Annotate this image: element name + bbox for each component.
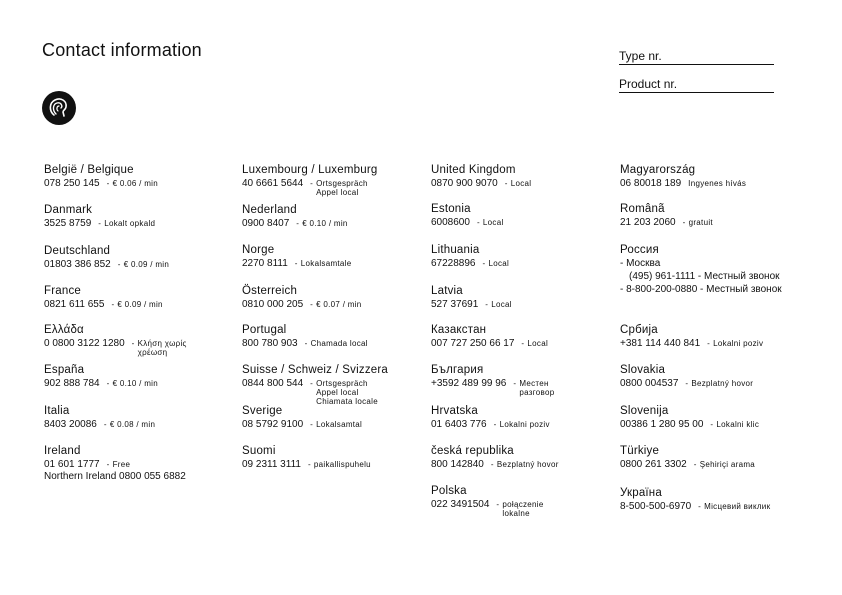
contact-entry xyxy=(620,164,805,190)
call-rate-note xyxy=(310,419,362,429)
separator-dash: - xyxy=(698,502,702,511)
separator-dash: - xyxy=(710,420,714,429)
phone-number: 40 6661 5644 xyxy=(242,178,304,189)
call-rate-note xyxy=(685,378,753,388)
call-rate-note xyxy=(310,178,368,197)
call-rate-note xyxy=(505,178,532,188)
country-name: Nederland xyxy=(242,204,297,216)
separator-dash: - xyxy=(296,219,300,228)
contact-entry xyxy=(44,285,229,311)
country-name: Україна xyxy=(620,487,662,499)
phone-line xyxy=(242,459,427,471)
call-rate-note xyxy=(308,459,371,469)
country-name: Magyarország xyxy=(620,164,696,176)
phone-number: 3525 8759 xyxy=(44,218,92,229)
contact-entry xyxy=(620,364,805,390)
phone-number: 0900 8407 xyxy=(242,218,290,229)
contact-entry xyxy=(431,445,616,471)
phone-line xyxy=(620,217,805,229)
call-rate-note xyxy=(494,419,550,429)
country-name: España xyxy=(44,364,85,376)
call-rate-text: Local xyxy=(488,259,510,268)
separator-dash: - xyxy=(521,339,525,348)
call-rate-note xyxy=(491,459,559,469)
phone-line xyxy=(44,259,229,271)
country-name: Portugal xyxy=(242,324,287,336)
country-name: Luxembourg / Luxemburg xyxy=(242,164,378,176)
phone-line xyxy=(44,178,229,190)
call-rate-note xyxy=(305,338,368,348)
contact-entry xyxy=(620,244,805,296)
phone-line: - Москва xyxy=(620,258,661,269)
call-rate-text: € 0.09 / min xyxy=(117,300,163,309)
separator-dash: - xyxy=(294,259,298,268)
call-rate-note xyxy=(107,178,158,188)
call-rate-text: Κλήση χωρίς χρέωση xyxy=(137,339,187,357)
separator-dash: - xyxy=(693,460,697,469)
country-name: Suomi xyxy=(242,445,276,457)
phone-line xyxy=(44,338,229,357)
phone-number: 09 2311 3111 xyxy=(242,459,301,470)
call-rate-text: Bezplatný hovor xyxy=(496,460,559,469)
country-name: Россия xyxy=(620,244,659,256)
call-rate-note xyxy=(296,218,347,228)
call-rate-note xyxy=(310,378,378,406)
call-rate-note xyxy=(688,178,746,188)
call-rate-note xyxy=(111,299,162,309)
country-name: България xyxy=(431,364,484,376)
product-number-field[interactable] xyxy=(619,72,774,93)
call-rate-note xyxy=(295,258,352,268)
phone-line xyxy=(242,258,427,270)
phone-number: +3592 489 99 96 xyxy=(431,378,507,389)
separator-dash: - xyxy=(496,500,500,509)
call-rate-text: € 0.06 / min xyxy=(112,179,158,188)
phone-number: 01 601 1777 xyxy=(44,459,100,470)
separator-dash: - xyxy=(304,339,308,348)
contact-entry xyxy=(620,203,805,229)
call-rate-text: € 0.10 / min xyxy=(112,379,158,388)
phone-line xyxy=(242,299,427,311)
contact-entry xyxy=(242,405,427,431)
country-name: Italia xyxy=(44,405,70,417)
phone-line xyxy=(431,419,616,431)
contact-entry xyxy=(44,324,229,357)
call-rate-text: Местен разговор xyxy=(519,379,555,397)
contact-entry xyxy=(431,285,616,311)
phone-number: 007 727 250 66 17 xyxy=(431,338,515,349)
separator-dash: - xyxy=(106,379,110,388)
call-rate-text: € 0.07 / min xyxy=(316,300,362,309)
phone-line xyxy=(242,419,427,431)
phone-number: 0821 611 655 xyxy=(44,299,105,310)
phone-number: 8-500-500-6970 xyxy=(620,501,692,512)
separator-dash: - xyxy=(310,300,314,309)
call-rate-text: Місцевий виклик xyxy=(704,502,771,511)
type-number-label: Type nr. xyxy=(619,49,662,63)
phone-line xyxy=(44,378,229,390)
phone-line xyxy=(431,338,616,350)
call-rate-note xyxy=(310,299,361,309)
call-rate-text: Free xyxy=(112,460,131,469)
phone-number: 6008600 xyxy=(431,217,470,228)
phone-number: 902 888 784 xyxy=(44,378,100,389)
extra-contact: Northern Ireland 0800 055 6882 xyxy=(44,471,186,482)
country-name: Ελλάδα xyxy=(44,324,84,336)
philips-help-icon xyxy=(42,91,76,125)
type-number-field[interactable] xyxy=(619,44,774,65)
phone-line xyxy=(431,178,616,190)
call-rate-text: Chamada local xyxy=(310,339,368,348)
separator-dash: - xyxy=(106,460,110,469)
phone-number: 0 0800 3122 1280 xyxy=(44,338,125,349)
call-rate-note xyxy=(496,499,543,518)
phone-line xyxy=(44,419,229,431)
phone-line xyxy=(620,338,805,350)
separator-dash: - xyxy=(103,420,107,429)
separator-dash: - xyxy=(131,339,135,348)
contact-entry xyxy=(242,445,427,471)
phone-line xyxy=(242,178,427,197)
contact-entry xyxy=(431,485,616,518)
country-name: česká republika xyxy=(431,445,514,457)
country-name: Latvia xyxy=(431,285,463,297)
call-rate-text: Şehiriçi arama xyxy=(699,460,756,469)
phone-number: 800 142840 xyxy=(431,459,484,470)
separator-dash: - xyxy=(310,420,314,429)
country-name: Deutschland xyxy=(44,245,111,257)
call-rate-text: Local xyxy=(491,300,512,309)
country-name: France xyxy=(44,285,81,297)
country-name: Românã xyxy=(620,203,665,215)
separator-dash: - xyxy=(117,260,121,269)
contact-entry xyxy=(431,405,616,431)
country-name: Slovakia xyxy=(620,364,666,376)
country-name: Danmark xyxy=(44,204,93,216)
country-name: United Kingdom xyxy=(431,164,516,176)
call-rate-note xyxy=(521,338,548,348)
country-name: Казакстан xyxy=(431,324,487,336)
contact-entry xyxy=(242,324,427,350)
call-rate-text: € 0.09 / min xyxy=(123,260,170,269)
phone-number: 0800 004537 xyxy=(620,378,679,389)
call-rate-note xyxy=(513,378,554,397)
phone-number: 2270 8111 xyxy=(242,258,288,269)
call-rate-note xyxy=(107,459,131,469)
country-name: Hrvatska xyxy=(431,405,478,417)
contact-entry xyxy=(242,164,427,197)
contact-entry xyxy=(431,324,616,350)
call-rate-text: Local xyxy=(482,218,504,227)
country-name: Ireland xyxy=(44,445,81,457)
phone-line xyxy=(431,378,616,397)
call-rate-note xyxy=(683,217,713,227)
separator-dash: - xyxy=(106,179,110,188)
contact-entry xyxy=(44,405,229,431)
contact-entry xyxy=(431,164,616,190)
product-number-label: Product nr. xyxy=(619,77,678,91)
call-rate-note xyxy=(707,338,763,348)
page-title: Contact information xyxy=(42,40,202,60)
contact-entry xyxy=(620,405,805,431)
call-rate-text: Lokalni poziv xyxy=(499,420,550,429)
call-rate-text: Lokalt opkald xyxy=(104,219,156,228)
separator-dash: - xyxy=(504,179,508,188)
separator-dash: - xyxy=(111,300,115,309)
separator-dash: - xyxy=(307,460,311,469)
phone-number: 0800 261 3302 xyxy=(620,459,687,470)
call-rate-text: Lokalni poziv xyxy=(713,339,764,348)
call-rate-text: Ortsgespräch Appel local xyxy=(316,179,368,197)
phone-line xyxy=(242,338,427,350)
phone-line xyxy=(620,419,805,431)
phone-number: 0810 000 205 xyxy=(242,299,304,310)
country-name: Polska xyxy=(431,485,467,497)
call-rate-text: Bezplatný hovor xyxy=(691,379,754,388)
call-rate-text: Local xyxy=(510,179,532,188)
call-rate-text: € 0.08 / min xyxy=(109,420,156,429)
phone-line xyxy=(620,378,805,390)
phone-line xyxy=(44,299,229,311)
country-name: Suisse / Schweiz / Svizzera xyxy=(242,364,389,376)
call-rate-text: połączenie lokalne xyxy=(502,500,544,518)
call-rate-text: Lokalni klic xyxy=(716,420,760,429)
phone-number: 21 203 2060 xyxy=(620,217,676,228)
phone-number: +381 114 440 841 xyxy=(620,338,701,349)
phone-line xyxy=(242,378,427,406)
contact-entry xyxy=(431,364,616,397)
contact-entry xyxy=(44,445,229,483)
separator-dash: - xyxy=(490,460,494,469)
contact-entry xyxy=(44,204,229,230)
call-rate-note xyxy=(483,258,510,268)
call-rate-text: Ingyenes hívás xyxy=(688,179,747,188)
phone-line xyxy=(431,499,616,518)
contact-entry xyxy=(431,203,616,229)
call-rate-note xyxy=(132,338,187,357)
separator-dash: - xyxy=(485,300,489,309)
contact-entry xyxy=(242,204,427,230)
country-name: Slovenija xyxy=(620,405,669,417)
call-rate-note xyxy=(698,501,770,511)
call-rate-note xyxy=(104,419,155,429)
phone-number: 01803 386 852 xyxy=(44,259,111,270)
phone-number: 8403 20086 xyxy=(44,419,97,430)
separator-dash: - xyxy=(476,218,480,227)
separator-dash: - xyxy=(707,339,711,348)
phone-line xyxy=(431,459,616,471)
contact-entry xyxy=(620,324,805,350)
phone-line xyxy=(242,218,427,230)
call-rate-note xyxy=(107,378,158,388)
country-name: Norge xyxy=(242,244,275,256)
phone-number: 0844 800 544 xyxy=(242,378,304,389)
country-name: België / Belgique xyxy=(44,164,134,176)
contact-entry xyxy=(44,164,229,190)
call-rate-text: gratuit xyxy=(688,218,713,227)
country-name: Lithuania xyxy=(431,244,480,256)
contact-entry xyxy=(242,244,427,270)
contact-entry xyxy=(431,244,616,270)
contact-entry xyxy=(620,445,805,471)
country-name: Österreich xyxy=(242,285,298,297)
contact-entry xyxy=(44,364,229,390)
separator-dash: - xyxy=(685,379,689,388)
phone-number: 06 80018 189 xyxy=(620,178,682,189)
phone-number: 078 250 145 xyxy=(44,178,100,189)
call-rate-note xyxy=(485,299,512,309)
separator-dash: - xyxy=(682,218,686,227)
separator-dash: - xyxy=(513,379,517,388)
country-name: Estonia xyxy=(431,203,471,215)
call-rate-note xyxy=(477,217,504,227)
call-rate-text: € 0.10 / min xyxy=(302,219,348,228)
phone-line xyxy=(44,218,229,230)
call-rate-note xyxy=(694,459,755,469)
call-rate-note xyxy=(98,218,155,228)
phone-line xyxy=(620,178,805,190)
phone-line xyxy=(620,459,805,471)
call-rate-note xyxy=(710,419,759,429)
call-rate-note xyxy=(118,259,169,269)
phone-number: 527 37691 xyxy=(431,299,479,310)
contact-entry xyxy=(620,487,805,513)
phone-number: 800 780 903 xyxy=(242,338,298,349)
country-name: Србија xyxy=(620,324,658,336)
contact-entry xyxy=(242,364,427,406)
separator-dash: - xyxy=(310,379,314,388)
contact-entry xyxy=(44,245,229,271)
phone-number: 01 6403 776 xyxy=(431,419,487,430)
phone-number: 00386 1 280 95 00 xyxy=(620,419,704,430)
phone-line xyxy=(431,299,616,311)
separator-dash: - xyxy=(493,420,497,429)
separator-dash: - xyxy=(482,259,486,268)
phone-line xyxy=(431,258,616,270)
call-rate-text: Lokalsamtale xyxy=(300,259,352,268)
call-rate-text: Local xyxy=(527,339,549,348)
phone-line xyxy=(44,459,229,471)
call-rate-text: Ortsgespräch Appel local Chiamata locale xyxy=(316,379,379,406)
phone-line xyxy=(431,217,616,229)
country-name: Sverige xyxy=(242,405,283,417)
separator-dash: - xyxy=(310,179,314,188)
phone-number: 08 5792 9100 xyxy=(242,419,304,430)
phone-line: (495) 961-1111 - Местный звонок xyxy=(629,271,780,282)
phone-line: - 8-800-200-0880 - Местный звонок xyxy=(620,284,782,295)
phone-number: 0870 900 9070 xyxy=(431,178,498,189)
phone-line xyxy=(620,501,805,513)
separator-dash: - xyxy=(98,219,102,228)
contact-entry xyxy=(242,285,427,311)
call-rate-text: paikallispuhelu xyxy=(313,460,371,469)
call-rate-text: Lokalsamtal xyxy=(316,420,363,429)
phone-number: 67228896 xyxy=(431,258,476,269)
phone-number: 022 3491504 xyxy=(431,499,490,510)
country-name: Türkiye xyxy=(620,445,660,457)
